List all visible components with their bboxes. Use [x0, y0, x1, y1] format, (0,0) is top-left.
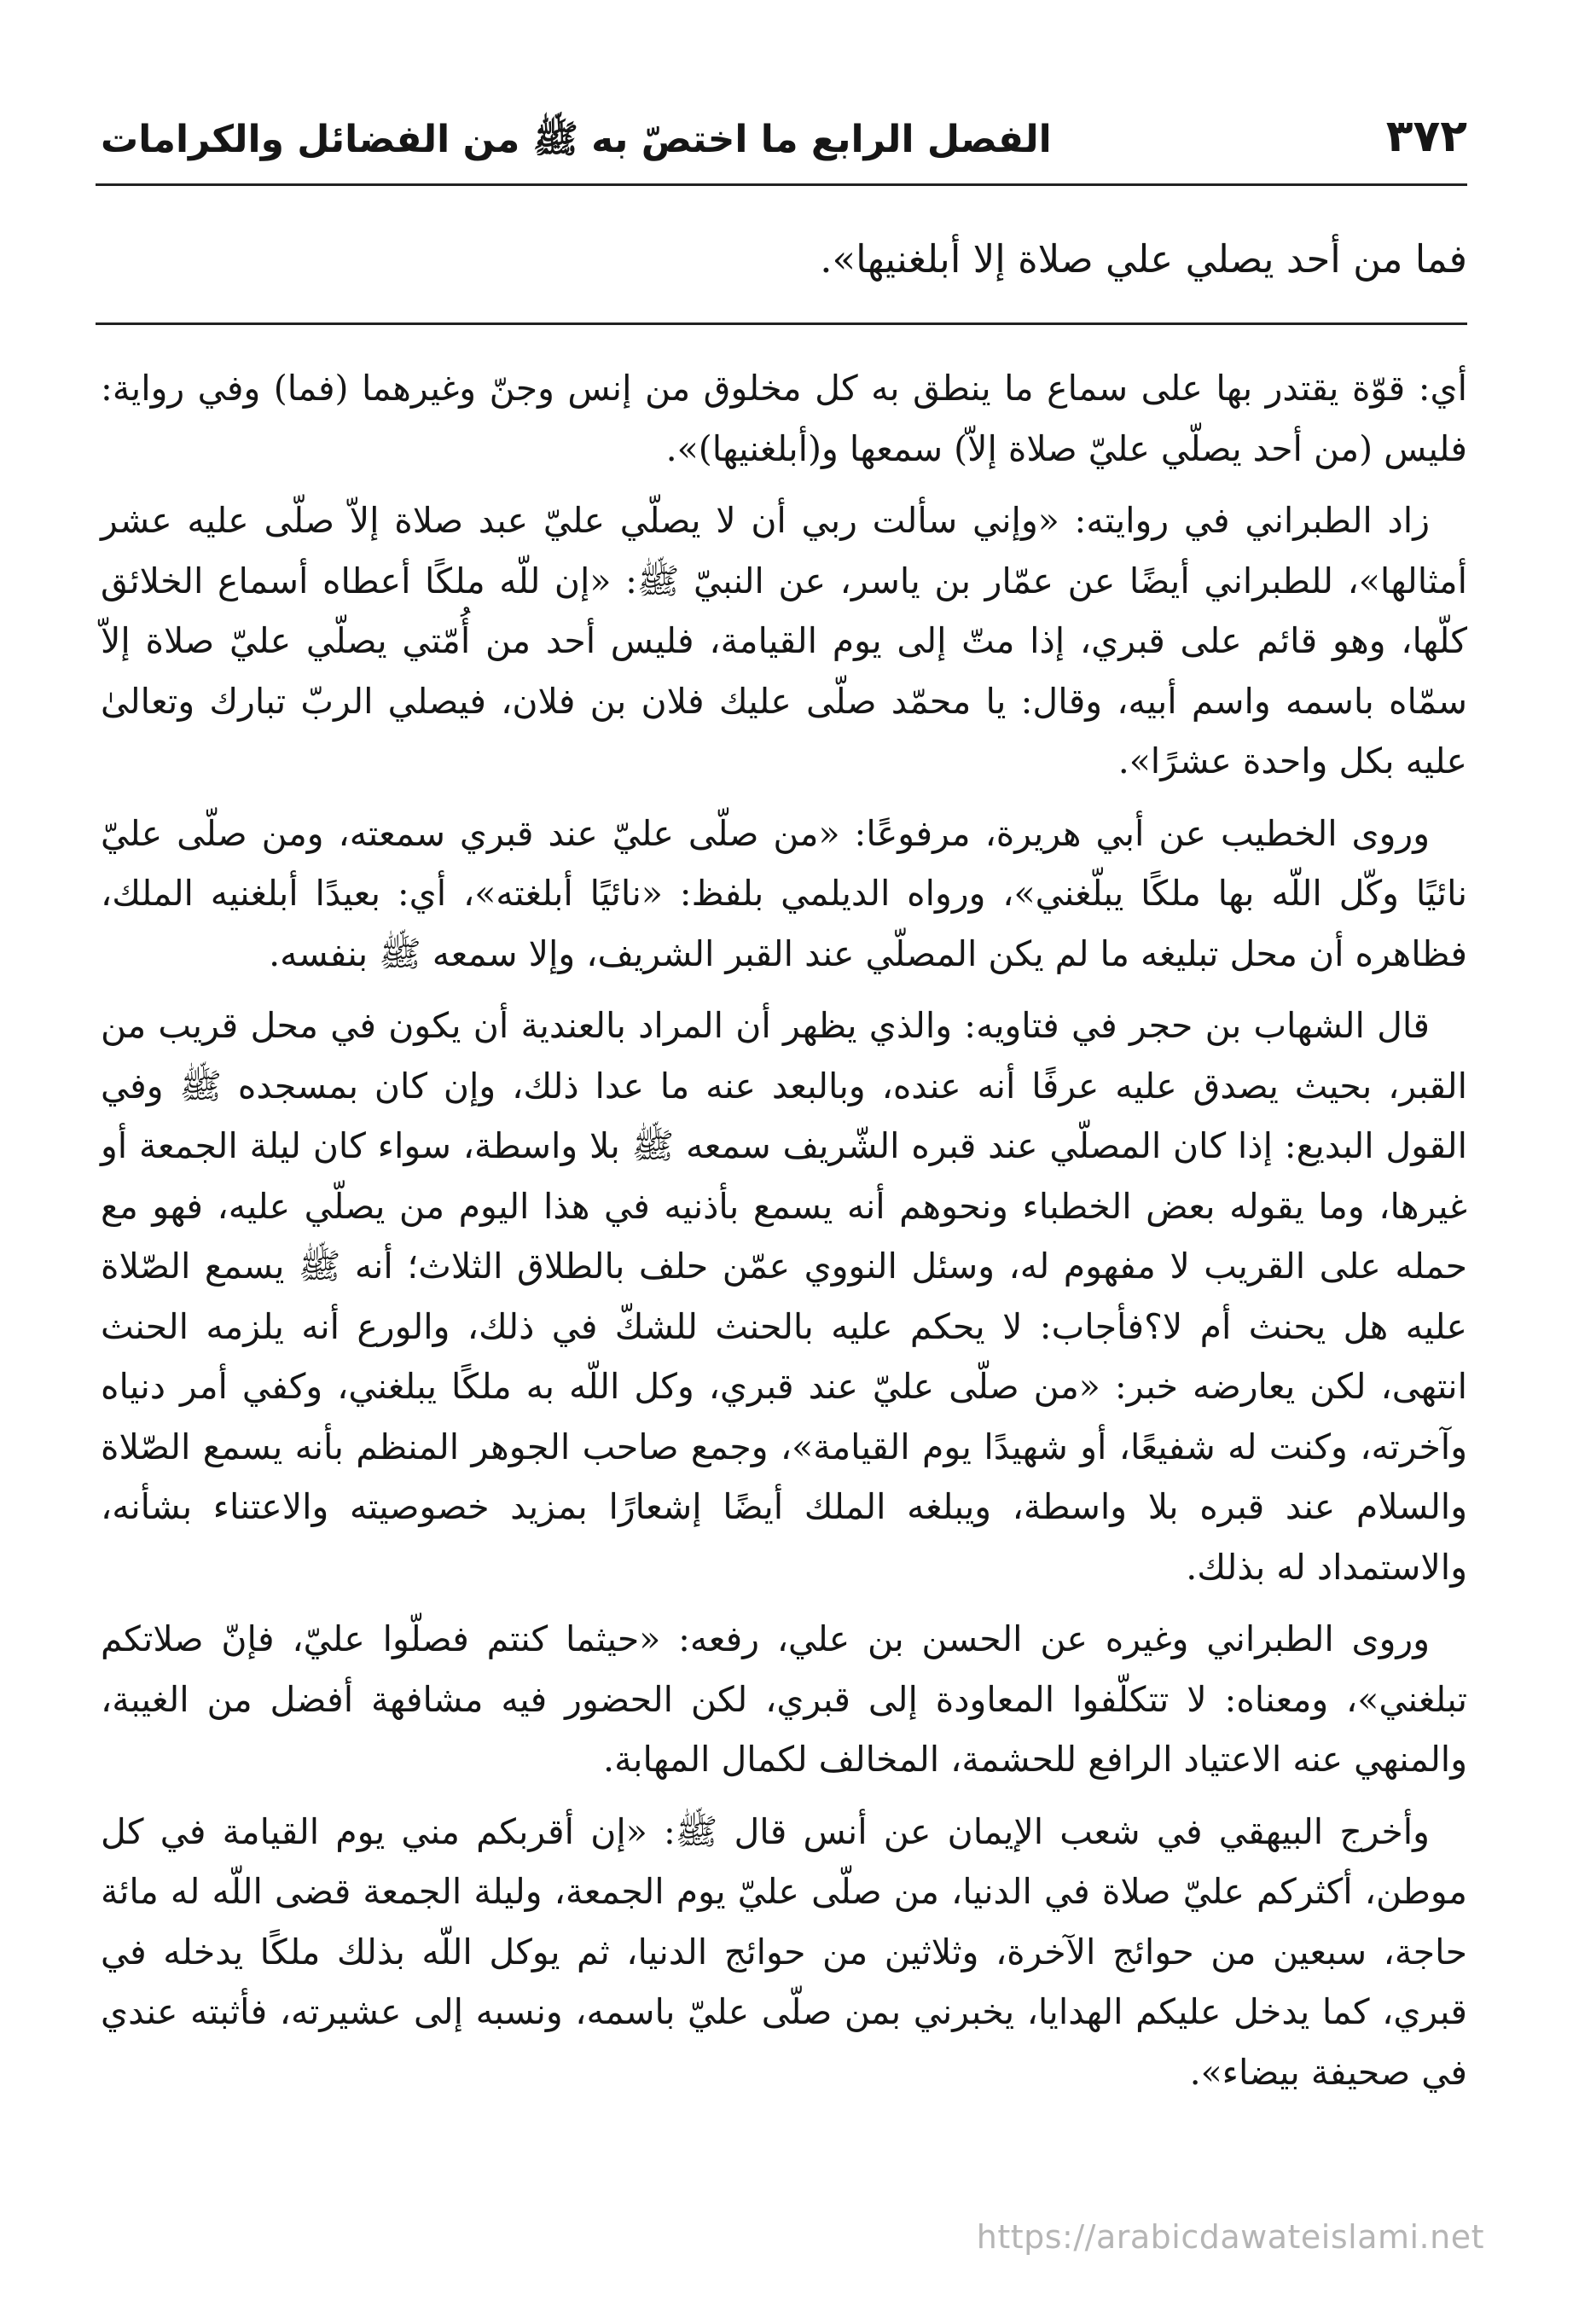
commentary-paragraph: وروى الطبراني وغيره عن الحسن بن علي، رفعه: «حيثما كنتم فصلّوا عليّ، فإنّ صلاتكم تبلغني»، ومعناه: لا تتكلّفوا المعاودة إلى قبري، لكن الحضور فيه مشافهة أفضل من الغيبة، والمنهي عنه الاعتياد الرافع للحشمة، المخالف لكمال المهابة.	[101, 1618, 1467, 1780]
page-number: ٣٧٢	[1385, 111, 1467, 162]
commentary-paragraph: أي: قوّة يقتدر بها على سماع ما ينطق به كل مخلوق من إنس وجنّ وغيرهما (فما) وفي رواية: فليس (من أحد يصلّي عليّ صلاة إلاّ) سمعها و(أبلغنيها)».	[101, 368, 1467, 469]
hadith-text-line: فما من أحد يصلي علي صلاة إلا أبلغنيها».	[820, 236, 1467, 282]
commentary-divider	[96, 322, 1467, 325]
commentary-body	[101, 358, 1467, 2114]
chapter-title: الفصل الرابع ما اختصّ به ﷺ من الفضائل والكرامات	[101, 118, 1052, 161]
source-watermark: https://arabicdawateislami.net	[976, 2218, 1484, 2256]
header-divider	[96, 183, 1467, 186]
commentary-paragraph: وروى الخطيب عن أبي هريرة، مرفوعًا: «من صلّى عليّ عند قبري سمعته، ومن صلّى عليّ نائيًا وكّل اللّه بها ملكًا يبلّغني»، ورواه الديلمي بلفظ: «نائيًا أبلغته»، أي: بعيدًا أبلغنيه الملك، فظاهره أن محل تبليغه ما لم يكن المصلّي عند القبر الشريف، وإلا سمعه ﷺ بنفسه.	[101, 812, 1467, 974]
commentary-paragraph: زاد الطبراني في روايته: «وإني سألت ربي أن لا يصلّي عليّ عبد صلاة إلاّ صلّى عليه عشر أمثالها»، للطبراني أيضًا عن عمّار بن ياسر، عن النبيّ ﷺ: «إن للّه ملكًا أعطاه أسماع الخلائق كلّها، وهو قائم على قبري، إذا متّ إلى يوم القيامة، فليس أحد من أُمّتي يصلّي عليّ صلاة إلاّ سمّاه باسمه واسم أبيه، وقال: يا محمّد صلّى عليك فلان بن فلان، فيصلي الربّ تبارك وتعالىٰ عليه بكل واحدة عشرًا».	[101, 500, 1467, 781]
running-header	[101, 101, 1467, 177]
commentary-paragraph: وأخرج البيهقي في شعب الإيمان عن أنس قال ﷺ: «إن أقربكم مني يوم القيامة في كل موطن، أكثركم عليّ صلاة في الدنيا، من صلّى عليّ يوم الجمعة، وليلة الجمعة قضى اللّه له مائة حاجة، سبعين من حوائج الآخرة، وثلاثين من حوائج الدنيا، ثم يوكل اللّه بذلك ملكًا يدخله في قبري، كما يدخل عليكم الهدايا، يخبرني بمن صلّى عليّ باسمه، ونسبه إلى عشيرته، فأثبته عندي في صحيفة بيضاء».	[101, 1810, 1467, 2093]
commentary-paragraph: قال الشهاب بن حجر في فتاويه: والذي يظهر أن المراد بالعندية أن يكون في محل قريب من القبر، بحيث يصدق عليه عرفًا أنه عنده، وبالبعد عنه ما عدا ذلك، وإن كان بمسجده ﷺ وفي القول البديع: إذا كان المصلّي عند قبره الشّريف سمعه ﷺ بلا واسطة، سواء كان ليلة الجمعة أو غيرها، وما يقوله بعض الخطباء ونحوهم أنه يسمع بأذنيه في هذا اليوم من يصلّي عليه، فهو مع حمله على القريب لا مفهوم له، وسئل النووي عمّن حلف بالطلاق الثلاث؛ أنه ﷺ يسمع الصّلاة عليه هل يحنث أم لا؟فأجاب: لا يحكم عليه بالحنث للشكّ في ذلك، والورع أنه يلزمه الحنث انتهى، لكن يعارضه خبر: «من صلّى عليّ عند قبري، وكل اللّه به ملكًا يبلغني، وكفي أمر دنياه وآخرته، وكنت له شفيعًا، أو شهيدًا يوم القيامة»، وجمع صاحب الجوهر المنظم بأنه يسمع الصّلاة والسلام عند قبره بلا واسطة، ويبلغه الملك أيضًا إشعارًا بمزيد خصوصيته والاعتناء بشأنه، والاستمداد له بذلك.	[101, 1005, 1467, 1588]
